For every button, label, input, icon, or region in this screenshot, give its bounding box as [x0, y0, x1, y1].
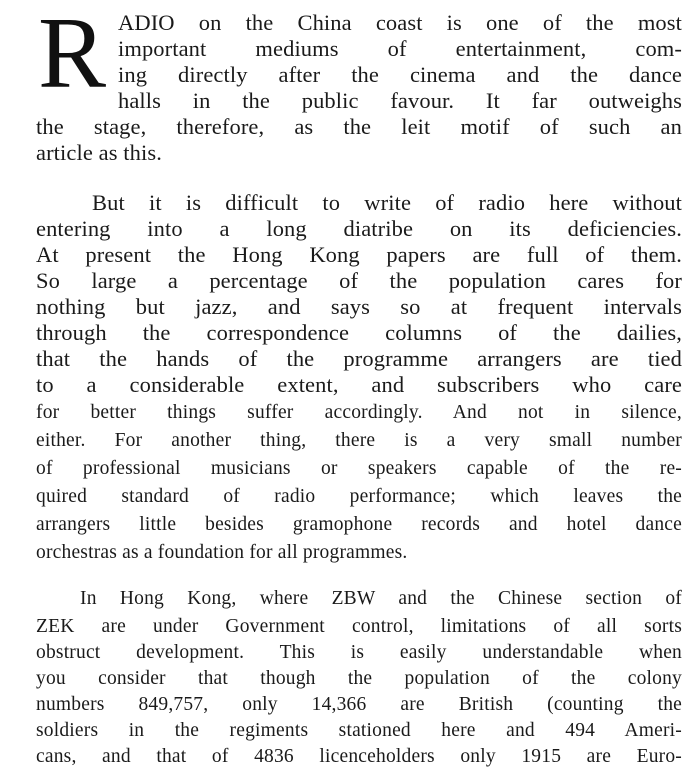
- text-line: ADIO on the China coast is one of the most: [118, 10, 682, 35]
- text-line: through the correspondence columns of the dailies,: [36, 320, 682, 345]
- text-line: to a considerable extent, and subscribers who care: [36, 372, 682, 397]
- text-line: of professional musicians or speakers capable of the re-: [36, 458, 682, 479]
- text-line: orchestras as a foundation for all programmes.: [36, 542, 408, 563]
- text-line: either. For another thing, there is a very small number: [36, 430, 682, 451]
- text-line: So large a percentage of the population cares for: [36, 268, 682, 293]
- text-line: for better things suffer accordingly. And not in silence,: [36, 402, 682, 423]
- text-line: arrangers little besides gramophone records and hotel dance: [36, 514, 682, 535]
- text-line: But it is difficult to write of radio here without: [92, 190, 682, 215]
- text-line: cans, and that of 4836 licenceholders only 1915 are Euro-: [36, 746, 682, 767]
- text-line: halls in the public favour. It far outweighs: [118, 88, 682, 113]
- text-line: obstruct development. This is easily understandable when: [36, 642, 682, 663]
- text-line: article as this.: [36, 140, 162, 165]
- text-line: soldiers in the regiments stationed here and 494 Ameri-: [36, 720, 682, 741]
- text-line: nothing but jazz, and says so at frequent intervals: [36, 294, 682, 319]
- text-line: important mediums of entertainment, com-: [118, 36, 682, 61]
- drop-cap: R: [38, 0, 107, 110]
- text-line: quired standard of radio performance; which leaves the: [36, 486, 682, 507]
- text-line: that the hands of the programme arrangers are tied: [36, 346, 682, 371]
- text-line: ing directly after the cinema and the dance: [118, 62, 682, 87]
- text-line: the stage, therefore, as the leit motif of such an: [36, 114, 682, 139]
- text-line: numbers 849,757, only 14,366 are British (counting the: [36, 694, 682, 715]
- text-line: entering into a long diatribe on its deficiencies.: [36, 216, 682, 241]
- text-line: In Hong Kong, where ZBW and the Chinese section of: [80, 588, 682, 609]
- text-line: you consider that though the population of the colony: [36, 668, 682, 689]
- text-line: ZEK are under Government control, limitations of all sorts: [36, 616, 682, 637]
- text-line: At present the Hong Kong papers are full of them.: [36, 242, 682, 267]
